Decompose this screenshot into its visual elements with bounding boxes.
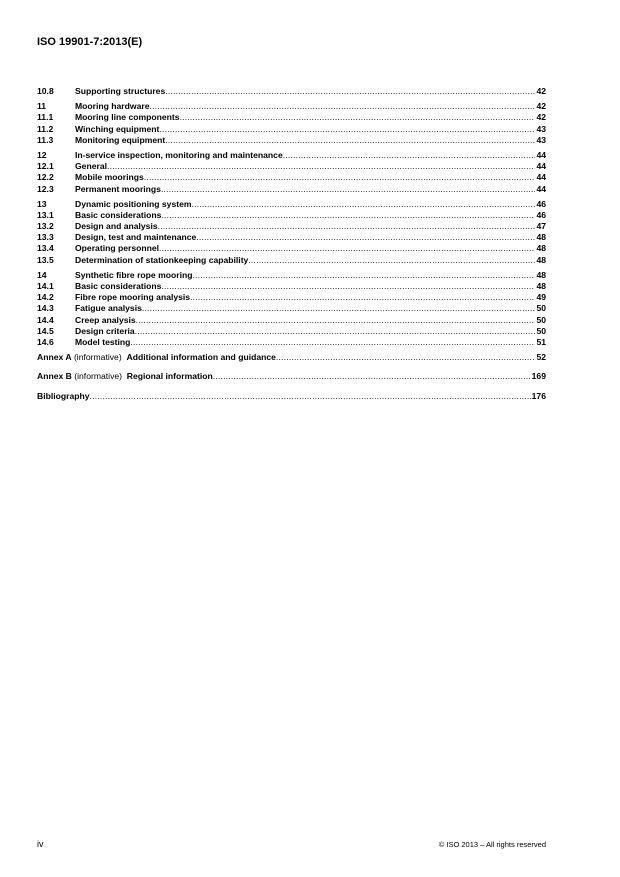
toc-entry-title: Model testing	[75, 336, 131, 347]
toc-entry-title: In-service inspection, monitoring and maintenance	[75, 149, 283, 160]
dot-leader	[165, 135, 535, 146]
page-number: iv	[37, 839, 44, 849]
toc-entry-title: Mooring line components	[75, 112, 180, 123]
dot-leader	[213, 371, 531, 382]
toc-group	[37, 86, 546, 97]
toc-entry-page: 48	[536, 254, 546, 265]
dot-leader	[161, 210, 535, 221]
toc-entry[interactable]	[37, 124, 546, 135]
toc-entry[interactable]	[37, 326, 546, 337]
toc-entry-page: 50	[536, 314, 546, 325]
dot-leader	[90, 391, 531, 402]
toc-entry-title: Creep analysis	[75, 314, 136, 325]
toc-entry-title: Permanent moorings	[75, 183, 161, 194]
toc-entry-number: 14.6	[37, 336, 54, 347]
toc-entry[interactable]	[37, 199, 546, 210]
annex-title: Regional information	[126, 371, 213, 382]
dot-leader	[159, 243, 535, 254]
toc-entry-title: Operating personnel	[75, 243, 160, 254]
toc-entry-title: Fatigue analysis	[75, 303, 142, 314]
toc-entry-title: Dynamic positioning system	[75, 198, 192, 209]
dot-leader	[192, 270, 535, 281]
annex-type: (informative)	[74, 371, 123, 382]
toc-entry-page: 49	[536, 292, 546, 303]
toc-entry-number: 11	[37, 101, 47, 112]
toc-entry[interactable]	[37, 315, 546, 326]
toc-entry-title: General	[75, 161, 108, 172]
toc-entry[interactable]	[37, 86, 546, 97]
toc-entry-page: 44	[536, 161, 546, 172]
toc-entry-page: 48	[536, 281, 546, 291]
toc-entry-title: Mooring hardware	[75, 101, 150, 112]
dot-leader	[150, 101, 536, 112]
toc-entry-number: 12.3	[37, 183, 54, 194]
toc-entry-page: 42	[536, 112, 546, 123]
toc-entry-number: 13.4	[37, 243, 54, 254]
toc-entry-title: Mobile moorings	[75, 172, 144, 183]
annex-label: Annex B	[37, 371, 72, 382]
dot-leader	[130, 337, 535, 348]
toc-group	[37, 150, 546, 195]
toc-entry-number: 11.1	[37, 112, 54, 123]
toc-bibliography[interactable]	[37, 391, 546, 402]
toc-entry-page: 44	[536, 149, 546, 160]
toc-entry-title: Fibre rope mooring analysis	[75, 292, 191, 303]
toc-entry-page: 52	[536, 352, 546, 363]
toc-entry-number: 12.1	[37, 161, 54, 172]
toc-annex-b[interactable]	[37, 371, 546, 382]
annex-label: Annex A	[37, 352, 72, 363]
toc-entry[interactable]	[37, 270, 546, 281]
document-id-header: ISO 19901-7:2013(E)	[37, 36, 143, 48]
toc-entry-number: 14.2	[37, 292, 54, 303]
toc-entry-page: 48	[536, 232, 546, 243]
dot-leader	[165, 86, 535, 97]
toc-entry[interactable]	[37, 243, 546, 254]
toc-entry[interactable]	[37, 172, 546, 183]
toc-entry[interactable]	[37, 221, 546, 232]
toc-group	[37, 101, 546, 146]
toc-entry-page: 42	[536, 86, 546, 96]
dot-leader	[192, 199, 536, 210]
dot-leader	[196, 232, 535, 243]
toc-entry-number: 14.4	[37, 314, 54, 325]
toc-entry-title: Basic considerations	[75, 209, 162, 220]
bibliography-title: Bibliography	[37, 390, 90, 401]
toc-entry-page: 176	[531, 390, 546, 401]
toc-entry-number: 14.5	[37, 325, 54, 336]
toc-entry-title: Supporting structures	[75, 86, 166, 96]
toc-entry-number: 12.2	[37, 172, 54, 183]
dot-leader	[276, 352, 536, 363]
toc-entry[interactable]	[37, 281, 546, 292]
toc-entry-page: 47	[536, 221, 546, 232]
toc-entry-page: 44	[536, 172, 546, 183]
toc-entry-page: 50	[536, 325, 546, 336]
toc-entry-page: 169	[531, 371, 546, 382]
dot-leader	[248, 255, 535, 266]
toc-entry[interactable]	[37, 161, 546, 172]
toc-entry[interactable]	[37, 292, 546, 303]
dot-leader	[161, 281, 535, 292]
dot-leader	[158, 221, 536, 232]
toc-entry-number: 11.3	[37, 134, 54, 145]
toc-entry-number: 11.2	[37, 123, 54, 134]
toc-entry-title: Determination of stationkeeping capability	[75, 254, 249, 265]
dot-leader	[107, 161, 535, 172]
toc-entry-number: 14.1	[37, 281, 54, 291]
annex-type: (informative)	[73, 352, 122, 363]
toc-entry-page: 42	[536, 101, 546, 112]
copyright-notice: © ISO 2013 – All rights reserved	[438, 840, 546, 849]
dot-leader	[144, 172, 536, 183]
toc-entry-title: Monitoring equipment	[75, 134, 166, 145]
toc-entry-number: 13.5	[37, 254, 54, 265]
toc-entry[interactable]	[37, 232, 546, 243]
dot-leader	[159, 124, 535, 135]
toc-entry-number: 14.3	[37, 303, 54, 314]
toc-entry-page: 48	[536, 243, 546, 254]
toc-entry-page: 48	[536, 269, 546, 280]
toc-entry-number: 13.3	[37, 232, 54, 243]
toc-group	[37, 270, 546, 348]
toc-entry-page: 43	[536, 134, 546, 145]
toc-entry[interactable]	[37, 255, 546, 266]
toc-entry-number: 13	[37, 198, 47, 209]
toc-entry-title: Design and analysis	[75, 221, 158, 232]
toc-entry[interactable]	[37, 303, 546, 314]
toc-annex-a[interactable]	[37, 352, 546, 363]
toc-entry[interactable]	[37, 210, 546, 221]
dot-leader	[142, 303, 536, 314]
toc-entry-number: 12	[37, 149, 47, 160]
toc-entry[interactable]	[37, 101, 546, 112]
toc-entry[interactable]	[37, 337, 546, 348]
toc-entry[interactable]	[37, 135, 546, 146]
dot-leader	[190, 292, 535, 303]
table-of-contents	[37, 86, 546, 410]
toc-entry-page: 44	[536, 183, 546, 194]
toc-entry-page: 50	[536, 303, 546, 314]
toc-entry-title: Synthetic fibre rope mooring	[75, 269, 193, 280]
toc-entry[interactable]	[37, 150, 546, 161]
toc-entry-title: Design, test and maintenance	[75, 232, 197, 243]
toc-entry-number: 14	[37, 269, 47, 280]
toc-entry-page: 51	[536, 336, 546, 347]
dot-leader	[283, 150, 536, 161]
dot-leader	[136, 315, 536, 326]
toc-entry[interactable]	[37, 112, 546, 123]
toc-entry-number: 10.8	[37, 86, 54, 96]
dot-leader	[135, 326, 536, 337]
toc-entry[interactable]	[37, 184, 546, 195]
annex-title: Additional information and guidance	[126, 352, 276, 363]
toc-entry-page: 46	[536, 198, 546, 209]
toc-entry-number: 13.2	[37, 221, 54, 232]
toc-entry-title: Design criteria	[75, 325, 135, 336]
toc-entry-title: Basic considerations	[75, 281, 162, 291]
toc-entry-page: 43	[536, 123, 546, 134]
toc-entry-number: 13.1	[37, 209, 54, 220]
dot-leader	[180, 112, 536, 123]
dot-leader	[161, 184, 535, 195]
toc-group	[37, 199, 546, 266]
toc-entry-page: 46	[536, 209, 546, 220]
toc-entry-title: Winching equipment	[75, 123, 160, 134]
